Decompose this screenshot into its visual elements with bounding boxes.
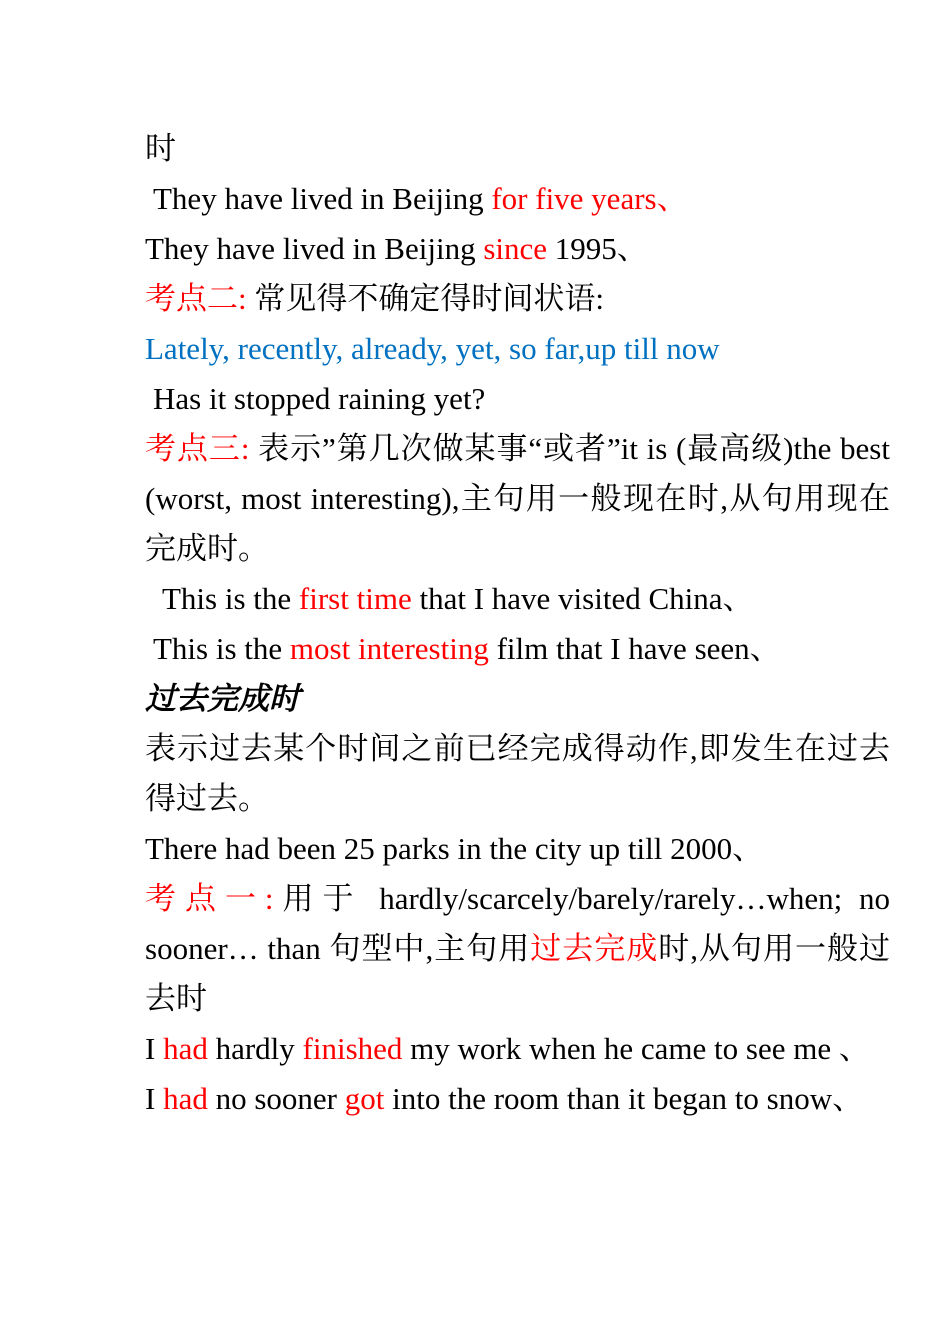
example-sentence — [145, 224, 890, 274]
example-sentence — [145, 824, 890, 874]
text: 表示”第几次做某事“或者”it is (最高级)the best (worst, most interesting),主句用一般现在时,从句用现在完成时。 — [145, 431, 890, 566]
text: 表示过去某个时间之前已经完成得动作,即发生在过去得过去。 — [145, 731, 890, 816]
text: into the room than it began to snow、 — [384, 1081, 864, 1116]
highlight-text: got — [344, 1081, 385, 1116]
highlight-text: finished — [302, 1031, 403, 1066]
text: They have lived in Beijing — [145, 231, 484, 266]
document-body — [145, 124, 890, 1124]
text: This is the — [153, 631, 290, 666]
time-adverbials-list — [145, 324, 890, 374]
example-sentence — [145, 1024, 890, 1074]
text: Lately, recently, already, yet, so far,up till now — [145, 331, 720, 366]
highlight-text: 、 — [656, 181, 688, 216]
text: my work when he came to see me 、 — [402, 1031, 870, 1066]
text: 时,从句用一般过去时 — [145, 931, 891, 1016]
text: Has it stopped raining yet? — [153, 381, 486, 416]
highlight-text: first time — [298, 581, 412, 616]
example-sentence — [145, 174, 890, 224]
text: 用于 hardly/scarcely/barely/rarely…when; no sooner… than 句型中,主句用 — [145, 881, 890, 966]
text: 过去完成时 — [145, 681, 300, 716]
text: 1995、 — [547, 231, 648, 266]
example-sentence — [145, 374, 890, 424]
highlight-text: for five years — [491, 181, 657, 216]
text: I — [145, 1081, 164, 1116]
exam-point-paragraph — [145, 424, 890, 574]
text: There had been 25 parks in the city up till 2000、 — [145, 831, 764, 866]
highlight-text: most interesting — [289, 631, 489, 666]
exam-point-label: 考点二: — [145, 281, 247, 316]
exam-point-heading — [145, 274, 890, 324]
text: This is the — [162, 581, 299, 616]
exam-point-label: 考点三: — [145, 431, 250, 466]
text: no sooner — [207, 1081, 345, 1116]
text: that I have visited China、 — [411, 581, 754, 616]
exam-point-paragraph — [145, 874, 890, 1024]
text: 常见得不确定得时间状语: — [246, 281, 604, 316]
highlight-text: had — [163, 1031, 208, 1066]
text-line — [145, 124, 890, 174]
example-sentence — [145, 624, 890, 674]
text: I — [145, 1031, 164, 1066]
section-heading — [145, 674, 890, 724]
highlight-text: since — [483, 231, 548, 266]
exam-point-label: 考点一: — [145, 881, 274, 916]
definition-paragraph — [145, 724, 890, 824]
highlight-text: had — [163, 1081, 208, 1116]
example-sentence — [145, 1074, 890, 1124]
text: film that I have seen、 — [488, 631, 781, 666]
text: They have lived in Beijing — [153, 181, 492, 216]
example-sentence — [145, 574, 890, 624]
text: 时 — [145, 131, 176, 166]
highlight-text: 过去完成 — [530, 931, 659, 966]
text: hardly — [207, 1031, 303, 1066]
